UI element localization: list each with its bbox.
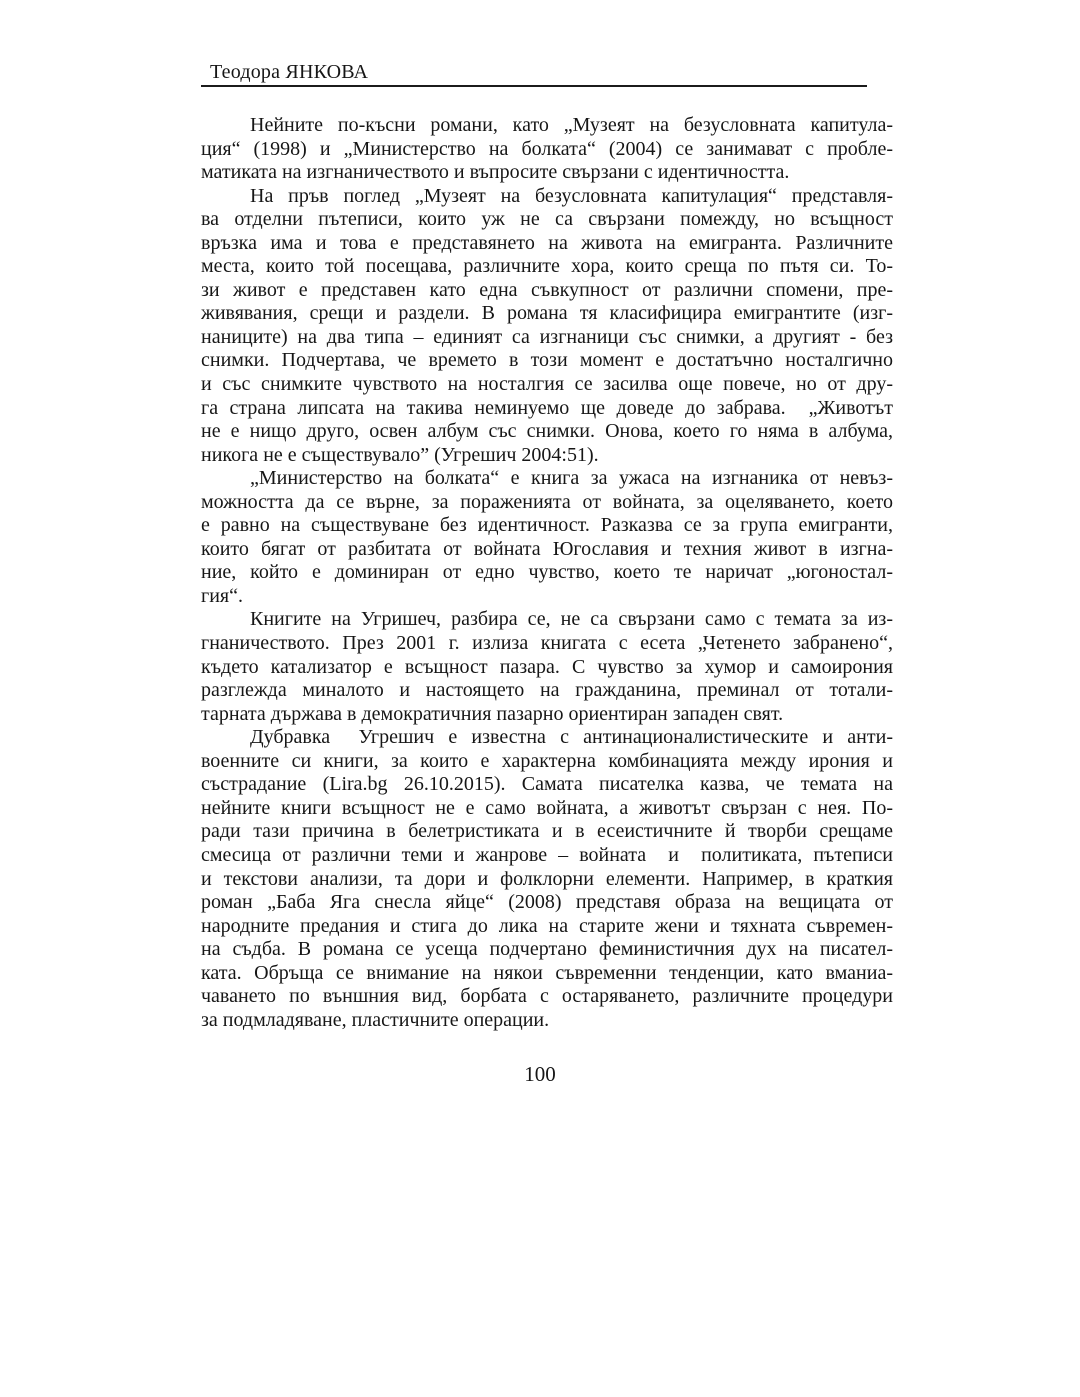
text-line: ние, който е доминиран от едно чувство, което те наричат „югоностал- <box>201 561 893 584</box>
text-line: и текстови анализи, та дори и фолклорни елементи. Например, в краткия <box>201 867 893 890</box>
text-line: На пръв поглед „Музеят на безусловната капитулация“ представля- <box>250 184 893 207</box>
text-line: живявания, срещи и раздели. В романа тя класифицира емигрантите (изг- <box>201 302 893 325</box>
text-line: матиката на изгнаничеството и въпросите свързани с идентичността. <box>201 161 790 184</box>
text-line: връзка има и това е представянето на живота на емигранта. Различните <box>201 231 893 254</box>
paragraph <box>201 726 893 1032</box>
text-line: чаването по външния вид, борбата с остаряването, различните процедури <box>201 985 893 1008</box>
header-rule <box>201 85 867 87</box>
text-line: не е нищо друго, освен албум със снимки. Онова, което го няма в албума, <box>201 420 893 443</box>
text-line: където катализатор е всъщност пазара. С чувство за хумор и самоирония <box>201 655 893 678</box>
text-line: снимки. Подчертава, че времето в този момент е достатъчно носталгично <box>201 349 893 372</box>
text-line: на съдба. В романа се усеща подчертано феминистичния дух на писател- <box>201 938 893 961</box>
text-line: разглежда миналото и настоящето на гражданина, преминал от тотали- <box>201 679 893 702</box>
text-line: гия“. <box>201 584 243 607</box>
text-line: наниците) на два типа – единият са изгнаници със снимки, а другият - без <box>201 325 893 348</box>
text-line: е равно на съществуване без идентичност. Разказва се за група емигранти, <box>201 514 893 537</box>
text-line: смесица от различни теми и жанрове – войната и политиката, пътеписи <box>201 843 893 866</box>
text-line: състрадание (Lira.bg 26.10.2015). Самата писателка казва, че темата на <box>201 773 893 796</box>
text-line: които бягат от разбитата от войната Югославия и техния живот в изгна- <box>201 537 893 560</box>
text-line: Нейните по-късни романи, като „Музеят на безусловната капитула- <box>250 114 893 136</box>
text-line: „Министерство на болката“ е книга за ужаса на изгнаника от невъз- <box>250 467 893 490</box>
text-line: Дубравка Угрешич е известна с антинационалистическите и анти- <box>250 726 893 749</box>
text-line: ката. Обръща се внимание на някои съвременни тенденции, като вманиа- <box>201 961 893 984</box>
paragraph <box>201 608 893 726</box>
page-number: 100 <box>524 1062 556 1086</box>
text-line: нейните книги всъщност не е само войната, а животът свързан с нея. По- <box>201 796 893 819</box>
document-body <box>201 114 893 1032</box>
text-line: за подмладяване, пластичните операции. <box>201 1008 550 1031</box>
text-line: га страна липсата на такива неминуемо ще доведе до забрава. „Животът <box>201 396 893 419</box>
paragraph <box>201 467 893 608</box>
text-line: можността да се върне, за пораженията от войната, за оцеляването, което <box>201 490 893 513</box>
paragraph <box>201 185 893 468</box>
text-line: ва отделни пътеписи, които уж не са свързани помежду, но всъщност <box>201 208 893 231</box>
text-line: военните си книги, за които е характерна комбинацията между ирония и <box>201 749 893 772</box>
text-line: народните предания и стига до лика на старите жени и тяхната съвремен- <box>201 914 893 937</box>
text-line: зи живот е представен като една съвкупност от различни спомени, пре- <box>201 278 893 301</box>
paragraph <box>201 114 893 185</box>
text-line: ради тази причина в белетристиката и в есеистичните й творби срещаме <box>201 820 893 843</box>
text-line: роман „Баба Яга снесла яйце“ (2008) представя образа на вещицата от <box>201 891 893 914</box>
text-line: тарната държава в демократичния пазарно ориентиран западен свят. <box>201 702 784 725</box>
text-line: гнаничеството. През 2001 г. излиза книгата с есета „Четенето забранено“, <box>201 632 893 655</box>
text-block <box>201 60 893 1032</box>
text-line: ция“ (1998) и „Министерство на болката“ (2004) се занимават с пробле- <box>201 137 893 160</box>
text-line: Книгите на Угришеч, разбира се, не са свързани само с темата за из- <box>250 608 893 631</box>
text-line: места, които той посещава, различните хора, които среща по пътя си. То- <box>201 255 893 278</box>
text-line: никога не е съществувало” (Угрешич 2004:51). <box>201 443 599 466</box>
text-line: и със снимките чувството на носталгия се засилва още повече, но от дру- <box>201 373 893 396</box>
running-header-author: Теодора ЯНКОВА <box>210 61 369 83</box>
